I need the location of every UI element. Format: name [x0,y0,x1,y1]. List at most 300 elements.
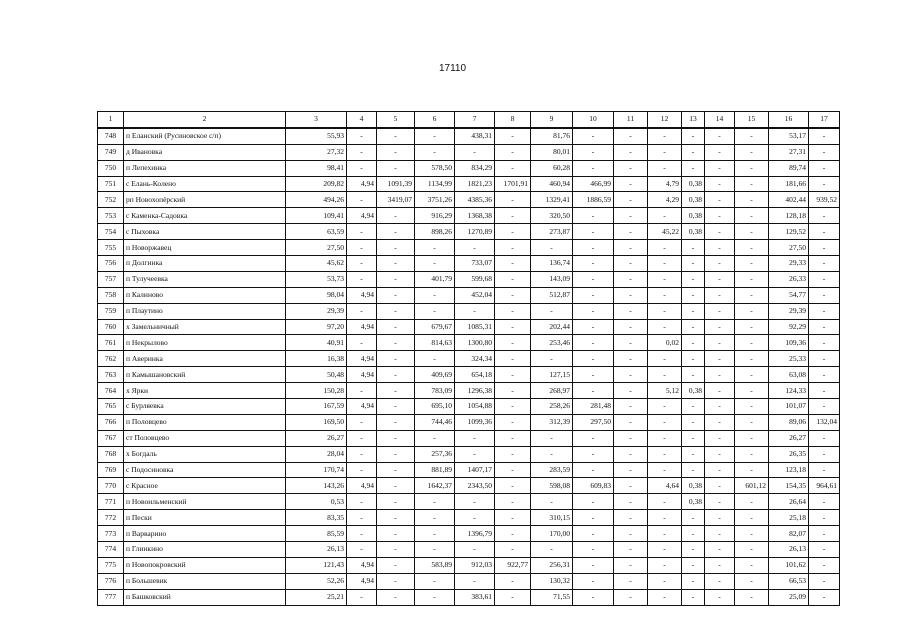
value-cell: - [735,144,769,160]
value-cell: - [705,208,735,224]
value-cell: - [614,462,648,478]
value-cell: 121,43 [286,557,347,573]
value-cell: 0,38 [682,208,705,224]
settlement-name-cell: п Аверинка [124,351,286,367]
value-cell: - [531,446,573,462]
row-number-cell: 777 [98,589,124,605]
value-cell: - [573,256,614,272]
value-cell: 89,74 [769,160,809,176]
value-cell: - [809,224,840,240]
value-cell: - [347,589,377,605]
value-cell: - [809,383,840,399]
value-cell: - [377,573,415,589]
table-row [98,430,840,446]
value-cell: - [705,351,735,367]
value-cell: 512,87 [531,287,573,303]
settlement-name-cell: с Каменка-Садовка [124,208,286,224]
value-cell: 297,50 [573,414,614,430]
value-cell: - [682,573,705,589]
value-cell: - [347,271,377,287]
value-cell: - [377,399,415,415]
table-row [98,510,840,526]
value-cell: 1054,88 [455,399,495,415]
value-cell: - [495,526,531,542]
value-cell: - [735,240,769,256]
value-cell: - [648,367,682,383]
value-cell: - [809,494,840,510]
value-cell: - [415,430,455,446]
value-cell: - [377,319,415,335]
value-cell: - [347,462,377,478]
value-cell: - [735,414,769,430]
table-row [98,478,840,494]
value-cell: 26,35 [769,446,809,462]
table-row [98,367,840,383]
value-cell: - [705,589,735,605]
settlement-name-cell: п Калиново [124,287,286,303]
value-cell: - [495,192,531,208]
value-cell: - [735,271,769,287]
row-number-cell: 759 [98,303,124,319]
value-cell: - [735,335,769,351]
value-cell: 4,79 [648,176,682,192]
value-cell: - [735,176,769,192]
column-header: 14 [705,112,735,128]
value-cell: - [415,128,455,144]
row-number-cell: 775 [98,557,124,573]
value-cell: - [573,224,614,240]
value-cell: - [705,414,735,430]
value-cell: - [377,557,415,573]
value-cell: - [573,446,614,462]
value-cell: 26,27 [769,430,809,446]
value-cell: - [682,240,705,256]
value-cell: - [682,351,705,367]
value-cell: - [705,446,735,462]
table-row [98,128,840,144]
value-cell: 40,91 [286,335,347,351]
value-cell: 598,08 [531,478,573,494]
value-cell: 26,33 [769,271,809,287]
value-cell: 1099,36 [455,414,495,430]
value-cell: - [614,430,648,446]
value-cell: 1134,99 [415,176,455,192]
value-cell: - [573,208,614,224]
value-cell: 258,26 [531,399,573,415]
value-cell: 71,55 [531,589,573,605]
value-cell: - [682,256,705,272]
value-cell: - [377,208,415,224]
value-cell: - [495,224,531,240]
value-cell: 609,83 [573,478,614,494]
row-number-cell: 769 [98,462,124,478]
value-cell: - [573,335,614,351]
value-cell: - [614,446,648,462]
value-cell: - [415,510,455,526]
value-cell: 402,44 [769,192,809,208]
value-cell: - [573,287,614,303]
value-cell: - [455,542,495,558]
value-cell: - [347,144,377,160]
value-cell: 4,94 [347,287,377,303]
value-cell: 98,04 [286,287,347,303]
value-cell: - [614,303,648,319]
value-cell: - [573,319,614,335]
value-cell: - [705,399,735,415]
value-cell: - [347,446,377,462]
value-cell: - [809,303,840,319]
value-cell: - [809,462,840,478]
value-cell: 4,94 [347,176,377,192]
value-cell: - [809,208,840,224]
value-cell: - [705,287,735,303]
value-cell: - [735,367,769,383]
value-cell: - [809,240,840,256]
value-cell: 0,38 [682,192,705,208]
value-cell: 53,17 [769,128,809,144]
value-cell: 1821,23 [455,176,495,192]
table-row [98,383,840,399]
value-cell: - [495,494,531,510]
value-cell: - [573,462,614,478]
value-cell: - [648,494,682,510]
value-cell: 4,94 [347,367,377,383]
value-cell: - [347,240,377,256]
value-cell: - [347,542,377,558]
value-cell: - [648,589,682,605]
value-cell: 0,53 [286,494,347,510]
value-cell: 898,26 [415,224,455,240]
value-cell: - [648,557,682,573]
column-header: 6 [415,112,455,128]
value-cell: - [573,303,614,319]
value-cell: - [415,589,455,605]
value-cell: - [614,351,648,367]
value-cell: 383,61 [455,589,495,605]
value-cell: 27,50 [769,240,809,256]
value-cell: - [495,240,531,256]
value-cell: - [377,589,415,605]
row-number-cell: 753 [98,208,124,224]
row-number-cell: 764 [98,383,124,399]
value-cell: - [648,462,682,478]
settlement-name-cell: п Башковский [124,589,286,605]
column-header: 2 [124,112,286,128]
value-cell: 29,33 [769,256,809,272]
value-cell: 268,97 [531,383,573,399]
value-cell: - [377,351,415,367]
value-cell: 1701,91 [495,176,531,192]
value-cell: - [705,224,735,240]
value-cell: - [682,287,705,303]
value-cell: 101,07 [769,399,809,415]
value-cell: - [614,367,648,383]
value-cell: - [531,303,573,319]
value-cell: - [573,240,614,256]
value-cell: - [614,256,648,272]
value-cell: - [648,573,682,589]
value-cell: - [573,367,614,383]
value-cell: 66,53 [769,573,809,589]
value-cell: - [735,192,769,208]
value-cell: - [573,271,614,287]
value-cell: - [705,557,735,573]
value-cell: - [705,176,735,192]
value-cell: 438,31 [455,128,495,144]
value-cell: - [648,271,682,287]
value-cell: 0,38 [682,176,705,192]
value-cell: - [735,589,769,605]
value-cell: 578,50 [415,160,455,176]
value-cell: - [455,446,495,462]
value-cell: - [809,287,840,303]
value-cell: 409,69 [415,367,455,383]
value-cell: - [455,430,495,446]
value-cell: 1091,39 [377,176,415,192]
value-cell: - [735,303,769,319]
settlement-name-cell: п Варварино [124,526,286,542]
value-cell: - [347,414,377,430]
table-row [98,557,840,573]
value-cell: - [735,430,769,446]
table-row [98,446,840,462]
value-cell: - [614,589,648,605]
value-cell: - [735,383,769,399]
value-cell: 128,18 [769,208,809,224]
value-cell: - [614,557,648,573]
row-number-cell: 756 [98,256,124,272]
value-cell: 54,77 [769,287,809,303]
value-cell: - [614,240,648,256]
value-cell: - [614,224,648,240]
value-cell: 939,52 [809,192,840,208]
value-cell: - [735,351,769,367]
value-cell: 80,01 [531,144,573,160]
value-cell: - [377,335,415,351]
data-table [97,111,840,606]
column-header: 5 [377,112,415,128]
value-cell: 170,00 [531,526,573,542]
settlement-name-cell: п Лепехинка [124,160,286,176]
value-cell: - [648,446,682,462]
value-cell: 60,28 [531,160,573,176]
value-cell: - [573,144,614,160]
value-cell: 27,50 [286,240,347,256]
value-cell: 881,89 [415,462,455,478]
value-cell: - [531,542,573,558]
row-number-cell: 751 [98,176,124,192]
column-header: 12 [648,112,682,128]
row-number-cell: 748 [98,128,124,144]
column-header: 13 [682,112,705,128]
value-cell: - [809,573,840,589]
value-cell: - [648,510,682,526]
value-cell: 50,48 [286,367,347,383]
value-cell: 4,94 [347,208,377,224]
value-cell: - [809,430,840,446]
value-cell: - [377,494,415,510]
value-cell: - [377,414,415,430]
value-cell: - [648,208,682,224]
value-cell: - [347,256,377,272]
settlement-name-cell: с Пыховка [124,224,286,240]
value-cell: 109,36 [769,335,809,351]
value-cell: - [735,462,769,478]
value-cell: - [415,542,455,558]
value-cell: - [495,446,531,462]
value-cell: - [495,430,531,446]
value-cell: 922,77 [495,557,531,573]
value-cell: 460,94 [531,176,573,192]
value-cell: - [735,224,769,240]
value-cell: 1407,17 [455,462,495,478]
value-cell: 132,04 [809,414,840,430]
value-cell: 601,12 [735,478,769,494]
value-cell: 63,59 [286,224,347,240]
value-cell: - [705,240,735,256]
value-cell: - [573,351,614,367]
value-cell: - [495,287,531,303]
column-header: 10 [573,112,614,128]
value-cell: - [705,128,735,144]
value-cell: - [614,319,648,335]
column-header: 9 [531,112,573,128]
value-cell: - [735,256,769,272]
value-cell: 912,03 [455,557,495,573]
value-cell: - [377,287,415,303]
value-cell: - [648,256,682,272]
value-cell: 1085,31 [455,319,495,335]
value-cell: - [495,271,531,287]
page-number: 17110 [438,63,467,74]
value-cell: - [415,526,455,542]
value-cell: - [809,176,840,192]
value-cell: - [347,383,377,399]
value-cell: - [495,367,531,383]
value-cell: 1270,89 [455,224,495,240]
value-cell: - [648,430,682,446]
table-row [98,494,840,510]
value-cell: 25,18 [769,510,809,526]
column-header: 4 [347,112,377,128]
value-cell: 916,29 [415,208,455,224]
value-cell: - [614,478,648,494]
value-cell: 123,18 [769,462,809,478]
value-cell: 1329,41 [531,192,573,208]
value-cell: - [705,494,735,510]
value-cell: 124,33 [769,383,809,399]
row-number-cell: 766 [98,414,124,430]
value-cell: - [377,510,415,526]
value-cell: 63,08 [769,367,809,383]
value-cell: - [614,176,648,192]
value-cell: - [705,160,735,176]
value-cell: - [614,208,648,224]
settlement-name-cell: д Ивановка [124,144,286,160]
value-cell: - [705,573,735,589]
value-cell: 1396,79 [455,526,495,542]
value-cell: 281,48 [573,399,614,415]
value-cell: - [705,526,735,542]
row-number-cell: 749 [98,144,124,160]
table-row [98,287,840,303]
settlement-name-cell: п Новоржавец [124,240,286,256]
value-cell: - [809,128,840,144]
table-row [98,573,840,589]
value-cell: 45,22 [648,224,682,240]
value-cell: - [573,128,614,144]
value-cell: 3419,07 [377,192,415,208]
value-cell: - [648,240,682,256]
value-cell: 85,59 [286,526,347,542]
row-number-cell: 752 [98,192,124,208]
value-cell: 324,34 [455,351,495,367]
value-cell: - [735,510,769,526]
value-cell: 1642,37 [415,478,455,494]
value-cell: 4,94 [347,573,377,589]
value-cell: 29,39 [286,303,347,319]
value-cell: 167,59 [286,399,347,415]
table-row [98,176,840,192]
value-cell: 209,82 [286,176,347,192]
row-number-cell: 776 [98,573,124,589]
table-row [98,208,840,224]
value-cell: - [377,526,415,542]
value-cell: - [347,224,377,240]
value-cell: - [614,192,648,208]
settlement-name-cell: с Бурляевка [124,399,286,415]
value-cell: - [495,208,531,224]
row-number-cell: 774 [98,542,124,558]
value-cell: - [415,303,455,319]
value-cell: 89,06 [769,414,809,430]
value-cell: 1296,38 [455,383,495,399]
value-cell: - [495,144,531,160]
row-number-cell: 767 [98,430,124,446]
settlement-name-cell: х Богдаль [124,446,286,462]
value-cell: 733,07 [455,256,495,272]
settlement-name-cell: п Долгинка [124,256,286,272]
column-header: 15 [735,112,769,128]
value-cell: - [573,510,614,526]
value-cell: - [347,335,377,351]
settlement-name-cell: х Замельничный [124,319,286,335]
value-cell: - [809,160,840,176]
value-cell: - [682,303,705,319]
value-cell: - [705,462,735,478]
column-header: 1 [98,112,124,128]
value-cell: - [648,351,682,367]
value-cell: 273,87 [531,224,573,240]
value-cell: 109,41 [286,208,347,224]
value-cell: - [648,399,682,415]
value-cell: - [809,557,840,573]
value-cell: - [347,160,377,176]
value-cell: - [455,144,495,160]
value-cell: 1886,59 [573,192,614,208]
value-cell: - [682,446,705,462]
value-cell: - [705,144,735,160]
row-number-cell: 762 [98,351,124,367]
value-cell: - [377,383,415,399]
value-cell: - [495,303,531,319]
value-cell: - [809,446,840,462]
row-number-cell: 763 [98,367,124,383]
value-cell: - [347,128,377,144]
value-cell: 257,36 [415,446,455,462]
value-cell: - [573,526,614,542]
value-cell: - [573,160,614,176]
